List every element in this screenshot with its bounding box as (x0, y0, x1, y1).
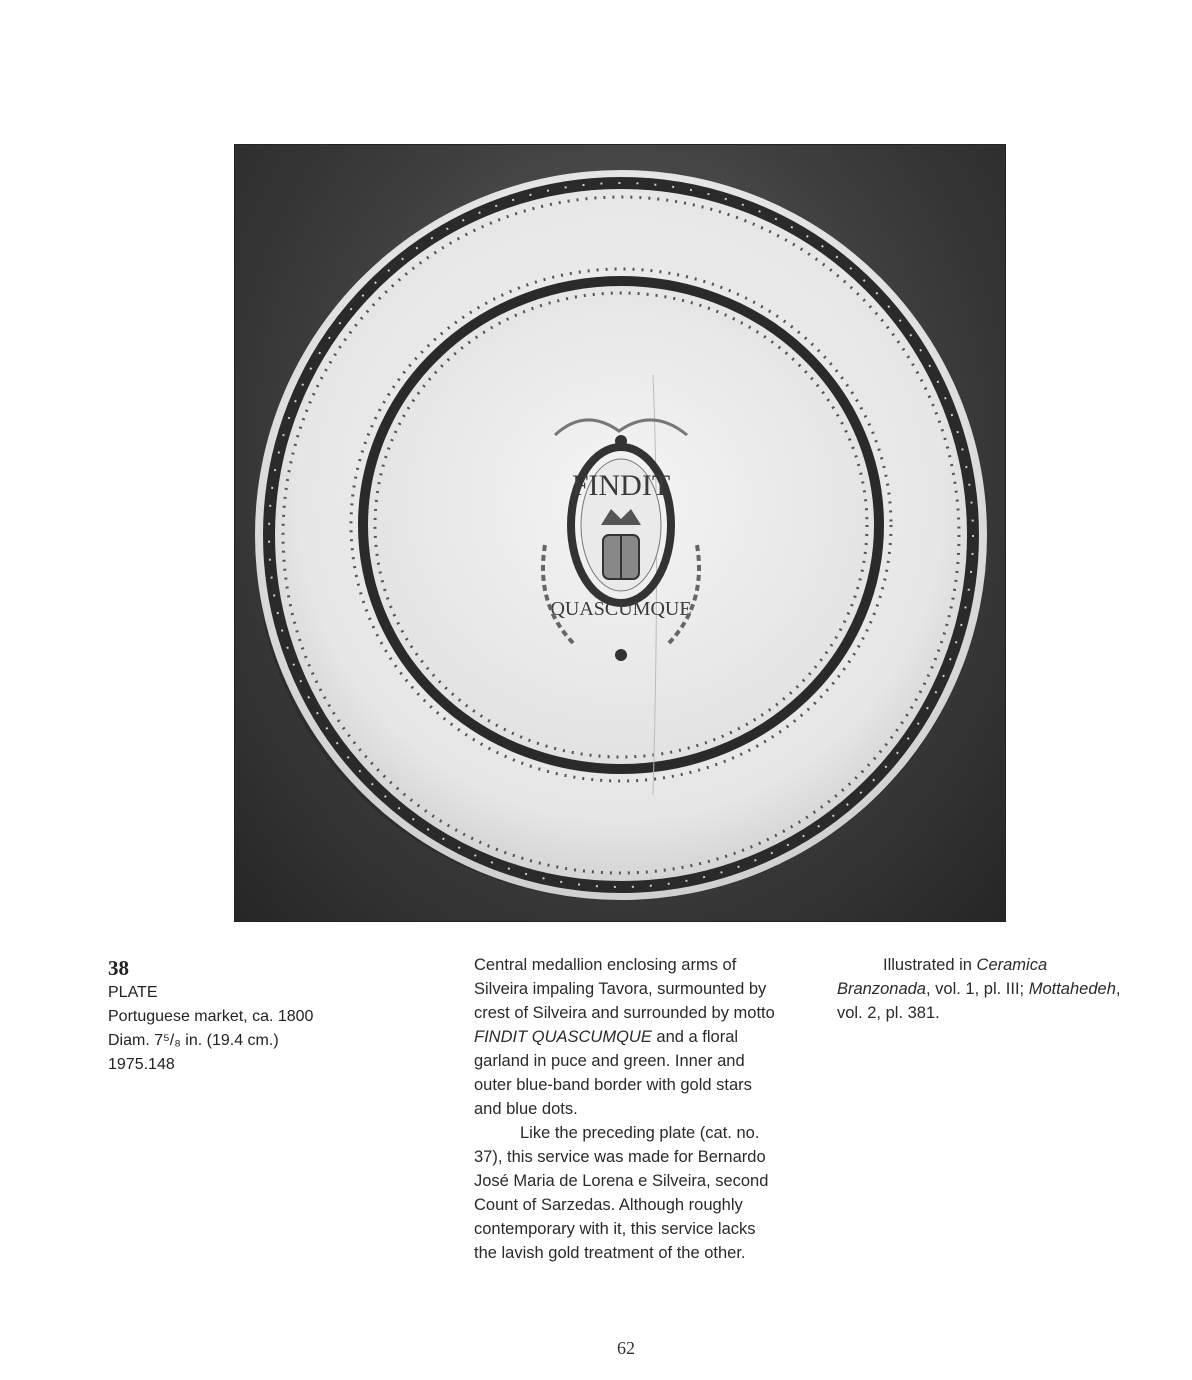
plate-illustration (235, 145, 1006, 922)
ref-end: , vol. 2, pl. 381. (837, 980, 1121, 1022)
description-text-rest: and a floral garland in puce and green. Inner and outer blue-band border with gold stars and blue dots. (474, 1028, 752, 1118)
description-column-1 (474, 953, 779, 1265)
object-title: PLATE (108, 984, 158, 1001)
plate-photograph (234, 144, 1006, 922)
accession-number: 1975.148 (108, 1056, 175, 1073)
ref-intro: Illustrated in (883, 956, 977, 974)
description-paragraph-3 (837, 953, 1137, 1025)
object-origin: Portuguese market, ca. 1800 (108, 1008, 314, 1025)
catalogue-caption (108, 955, 408, 1077)
page-number: 62 (617, 1338, 635, 1358)
description-paragraph-1 (474, 953, 779, 1121)
catalogue-number: 38 (108, 956, 129, 980)
description-text: Central medallion enclosing arms of Silveira impaling Tavora, surmounted by crest of Silveira and surrounded by motto (474, 956, 775, 1022)
reference-title-1: Ceramica Branzonada (837, 956, 1048, 998)
motto-text: FINDIT QUASCUMQUE (474, 1028, 652, 1046)
reference-title-2: Mottahedeh (1028, 980, 1116, 998)
motto-bottom: QUASCUMQUE (550, 598, 692, 620)
object-dimensions: Diam. 7⁵/₈ in. (19.4 cm.) (108, 1032, 279, 1049)
motto-top: FINDIT (571, 469, 671, 502)
description-paragraph-2: Like the preceding plate (cat. no. 37), this service was made for Bernardo José Maria de Lorena e Silveira, second Count of Sarzedas. Although roughly contemporary with it, this service lacks the lavish gold treatment of the other. (474, 1124, 769, 1262)
ref-mid: , vol. 1, pl. III; (926, 980, 1029, 998)
description-column-2 (837, 953, 1137, 1025)
